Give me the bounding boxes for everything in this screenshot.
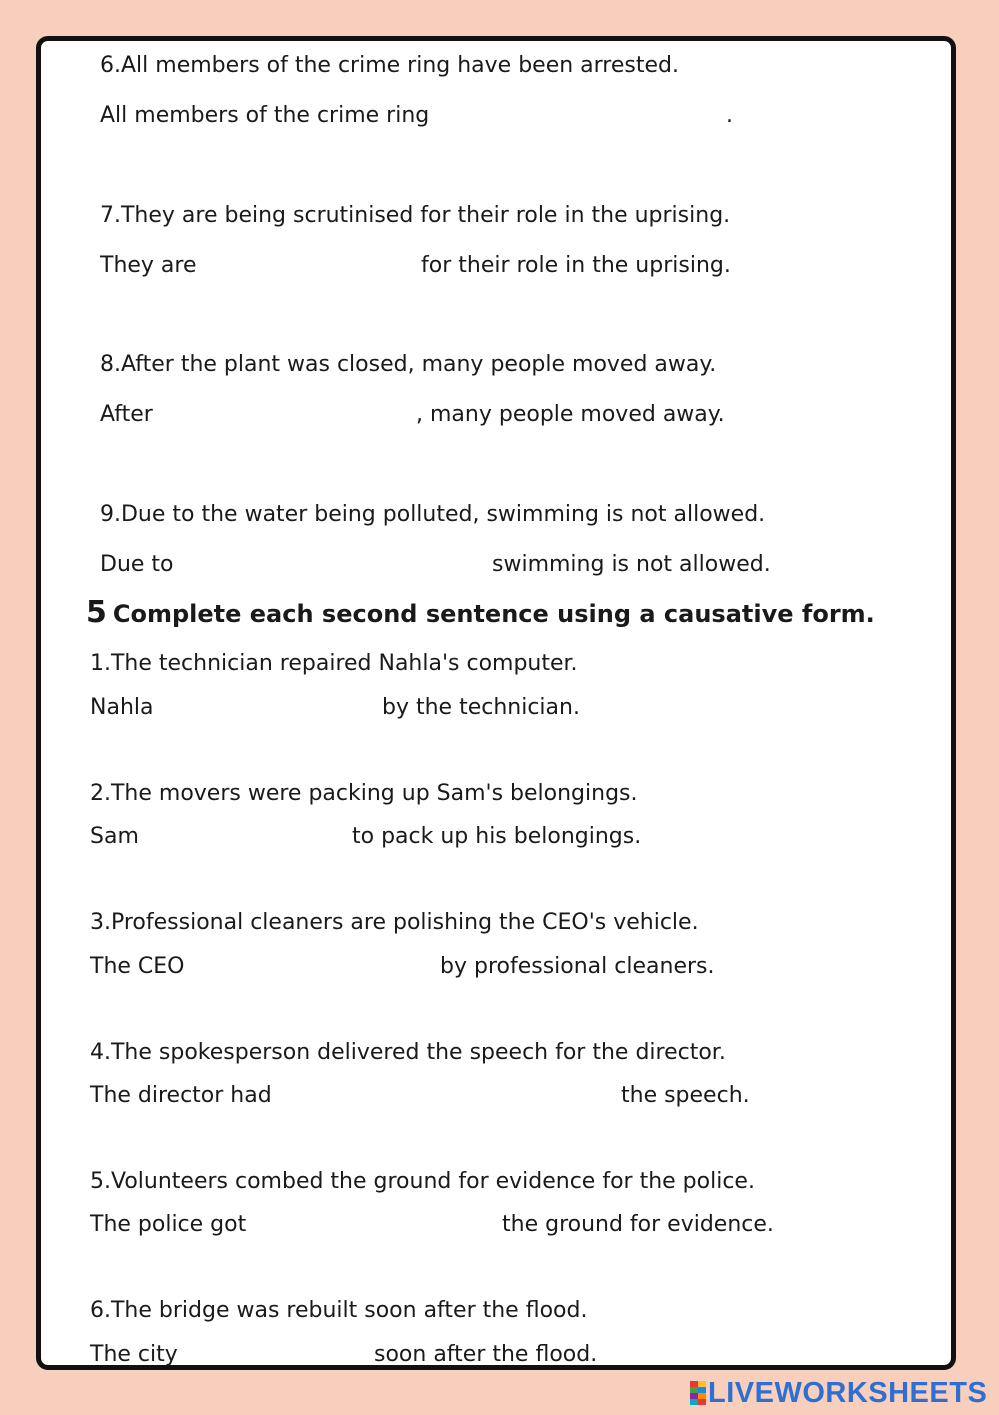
answer-blank[interactable] — [262, 1211, 500, 1241]
section-title: Complete each second sentence using a causative form. — [112, 600, 875, 628]
answer-end: . — [726, 103, 733, 128]
answer-blank[interactable] — [198, 953, 438, 983]
liveworksheets-logo — [690, 1376, 987, 1410]
logo-blocks-icon — [690, 1381, 706, 1405]
prompt-sentence: 9.Due to the water being polluted, swimming is not allowed. — [100, 502, 766, 527]
logo-text: LIVEWORKSHEETS — [708, 1376, 988, 1409]
answer-end: the speech. — [621, 1083, 750, 1108]
answer-start: All members of the crime ring — [100, 103, 430, 128]
prompt-sentence: 2.The movers were packing up Sam's belongings. — [90, 781, 638, 806]
answer-end: to pack up his belongings. — [352, 824, 642, 849]
answer-end: by the technician. — [382, 695, 580, 720]
prompt-sentence: 5.Volunteers combed the ground for evidence for the police. — [90, 1169, 755, 1194]
section-heading — [86, 596, 875, 631]
prompt-sentence: 8.After the plant was closed, many people moved away. — [100, 352, 717, 377]
answer-end: soon after the flood. — [374, 1342, 598, 1367]
answer-start: Nahla — [90, 695, 154, 720]
answer-blank[interactable] — [146, 823, 350, 853]
prompt-sentence: 6.All members of the crime ring have been arrested. — [100, 53, 679, 78]
answer-start: The director had — [90, 1083, 272, 1108]
answer-start: Sam — [90, 824, 139, 849]
prompt-sentence: 7.They are being scrutinised for their role in the uprising. — [100, 203, 731, 228]
answer-start: They are — [100, 253, 197, 278]
section-number: 5 — [86, 595, 107, 630]
answer-blank[interactable] — [198, 252, 420, 282]
answer-start: Due to — [100, 552, 174, 577]
answer-blank[interactable] — [162, 401, 416, 431]
prompt-sentence: 3.Professional cleaners are polishing the CEO's vehicle. — [90, 910, 699, 935]
answer-end: swimming is not allowed. — [492, 552, 771, 577]
answer-end: the ground for evidence. — [502, 1212, 774, 1237]
answer-blank[interactable] — [284, 1082, 620, 1112]
prompt-sentence: 1.The technician repaired Nahla's computer. — [90, 651, 578, 676]
answer-start: The city — [90, 1342, 178, 1367]
answer-end: , many people moved away. — [416, 402, 725, 427]
answer-blank[interactable] — [182, 551, 491, 581]
answer-blank[interactable] — [162, 694, 381, 724]
answer-end: by professional cleaners. — [440, 954, 715, 979]
answer-start: After — [100, 402, 153, 427]
answer-start: The police got — [90, 1212, 247, 1237]
prompt-sentence: 6.The bridge was rebuilt soon after the flood. — [90, 1298, 588, 1323]
answer-blank[interactable] — [184, 1341, 372, 1371]
answer-blank[interactable] — [432, 102, 726, 132]
answer-start: The CEO — [90, 954, 185, 979]
answer-end: for their role in the uprising. — [421, 253, 731, 278]
prompt-sentence: 4.The spokesperson delivered the speech for the director. — [90, 1040, 726, 1065]
